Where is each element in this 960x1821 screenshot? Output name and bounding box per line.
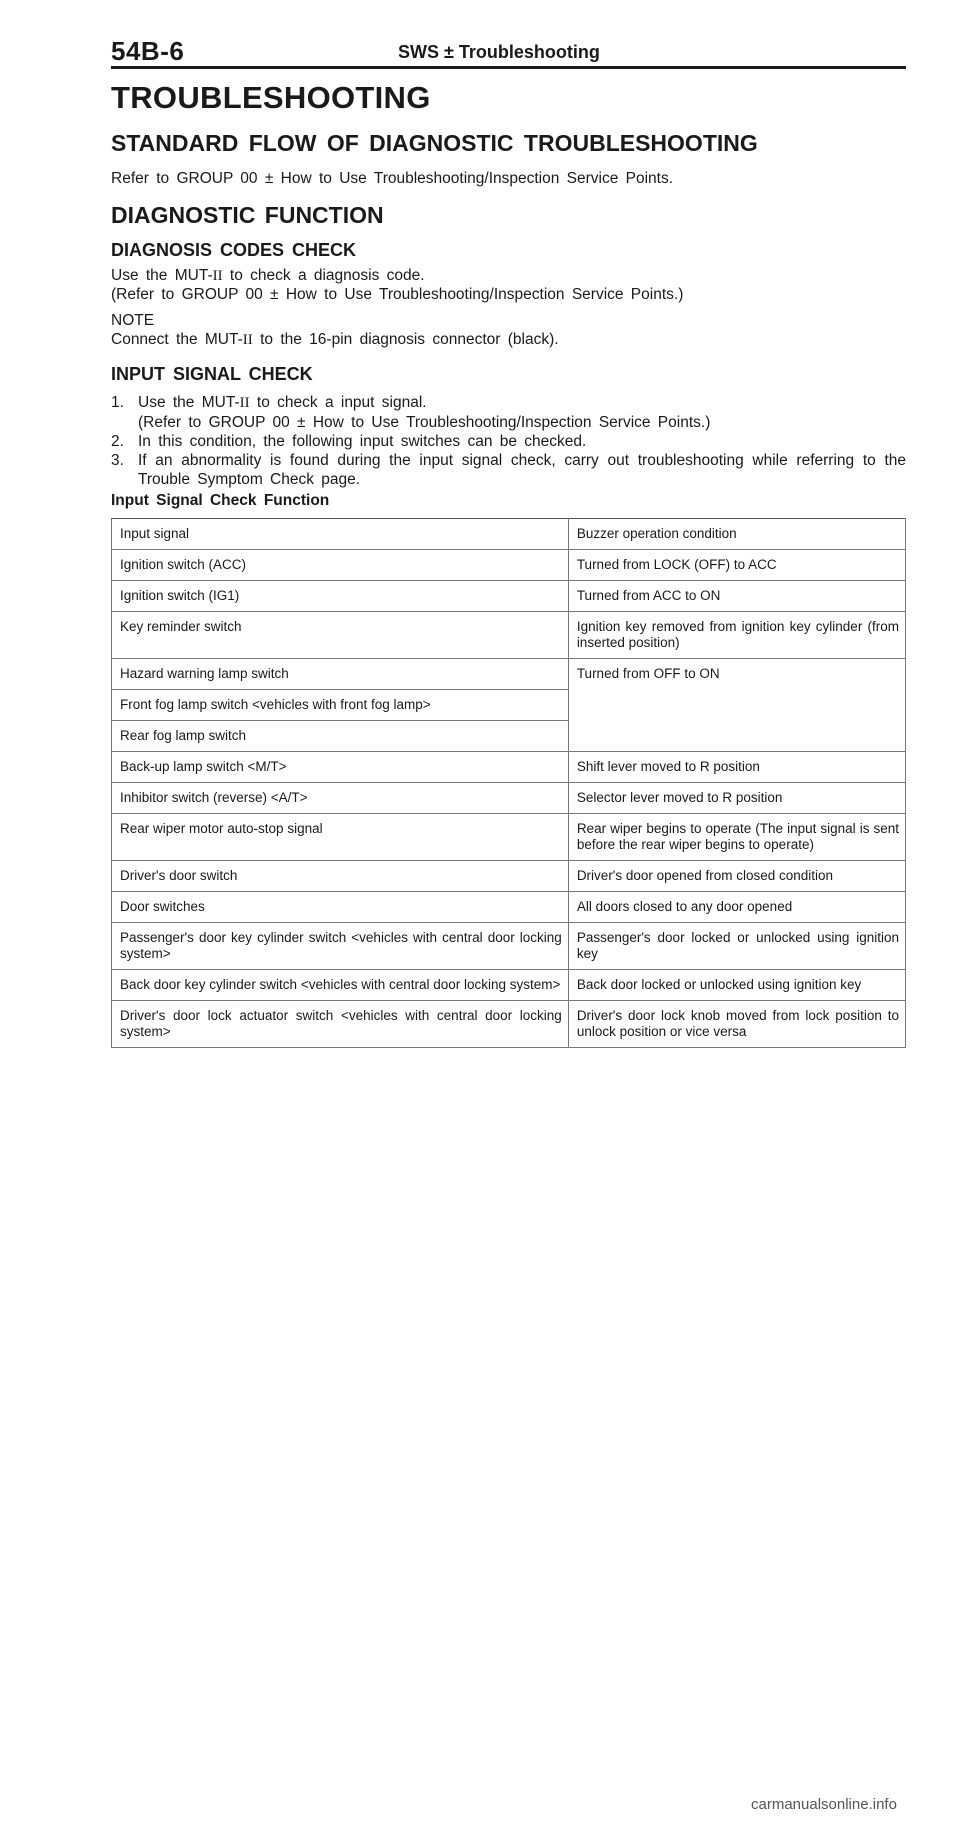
page-title: TROUBLESHOOTING (111, 80, 431, 115)
table-cell: Rear wiper begins to operate (The input signal is sent before the rear wiper begins to operate) (568, 814, 905, 861)
step-text-b: to check a input signal. (249, 394, 427, 411)
note-text-a: Connect the MUT- (111, 331, 243, 348)
codes-line-1 (111, 266, 425, 286)
running-title: SWS ± Troubleshooting (398, 42, 600, 62)
table-row (112, 659, 906, 690)
standard-flow-heading: STANDARD FLOW OF DIAGNOSTIC TROUBLESHOOTING (111, 130, 758, 156)
step-item (111, 451, 906, 489)
table-row (112, 970, 906, 1001)
page-number: 54B-6 (111, 36, 185, 66)
step-subtext: (Refer to GROUP 00 ± How to Use Troubleshooting/Inspection Service Points.) (138, 414, 711, 431)
table-cell: Shift lever moved to R position (568, 752, 905, 783)
table-cell: Driver's door switch (112, 861, 569, 892)
step-number: 2. (111, 433, 124, 450)
table-cell-merged: Turned from OFF to ON (568, 659, 905, 752)
header-rule (111, 66, 906, 69)
table-header-row (112, 519, 906, 550)
table-row (112, 814, 906, 861)
table-cell: Driver's door lock actuator switch <vehicles with central door locking system> (112, 1001, 569, 1048)
codes-line-1-b: to check a diagnosis code. (222, 267, 425, 284)
step-text (138, 393, 906, 413)
table-cell: All doors closed to any door opened (568, 892, 905, 923)
table-cell: Back-up lamp switch <M/T> (112, 752, 569, 783)
step-number: 3. (111, 452, 124, 469)
table-row (112, 612, 906, 659)
table-cell: Driver's door lock knob moved from lock position to unlock position or vice versa (568, 1001, 905, 1048)
table-cell: Selector lever moved to R position (568, 783, 905, 814)
step-item (111, 393, 906, 432)
note-text-ii: II (242, 332, 253, 348)
table-row (112, 550, 906, 581)
table-cell: Back door key cylinder switch <vehicles with central door locking system> (112, 970, 569, 1001)
note-label: NOTE (111, 312, 155, 329)
table-caption: Input Signal Check Function (111, 492, 330, 509)
table-row (112, 783, 906, 814)
diagnosis-codes-heading: DIAGNOSIS CODES CHECK (111, 240, 357, 260)
steps-list (111, 393, 906, 489)
table-row (112, 581, 906, 612)
table-row (112, 923, 906, 970)
step-item (111, 432, 906, 451)
table-cell: Front fog lamp switch <vehicles with front fog lamp> (112, 690, 569, 721)
step-text: In this condition, the following input switches can be checked. (138, 433, 587, 450)
table-cell: Key reminder switch (112, 612, 569, 659)
table-cell: Ignition switch (IG1) (112, 581, 569, 612)
codes-line-2: (Refer to GROUP 00 ± How to Use Troubleshooting/Inspection Service Points.) (111, 286, 684, 303)
step-number: 1. (111, 394, 124, 411)
codes-line-1-a: Use the MUT- (111, 267, 213, 284)
codes-line-1-ii: II (212, 268, 223, 284)
table-cell: Passenger's door key cylinder switch <vehicles with central door locking system> (112, 923, 569, 970)
table-cell: Rear fog lamp switch (112, 721, 569, 752)
table-cell: Ignition key removed from ignition key cylinder (from inserted position) (568, 612, 905, 659)
table-row (112, 752, 906, 783)
table-cell: Back door locked or unlocked using ignition key (568, 970, 905, 1001)
table-cell: Door switches (112, 892, 569, 923)
table-cell: Inhibitor switch (reverse) <A/T> (112, 783, 569, 814)
input-signal-table (111, 518, 906, 1048)
note-text-b: to the 16-pin diagnosis connector (black). (252, 331, 559, 348)
note-text (111, 330, 559, 350)
table-cell: Passenger's door locked or unlocked using ignition key (568, 923, 905, 970)
page-header (111, 36, 906, 66)
table-cell: Turned from LOCK (OFF) to ACC (568, 550, 905, 581)
standard-flow-text: Refer to GROUP 00 ± How to Use Troubleshooting/Inspection Service Points. (111, 170, 674, 187)
step-text-a: Use the MUT- (138, 394, 240, 411)
table-row (112, 1001, 906, 1048)
table-cell: Ignition switch (ACC) (112, 550, 569, 581)
table-cell: Driver's door opened from closed condition (568, 861, 905, 892)
table-cell: Hazard warning lamp switch (112, 659, 569, 690)
diagnostic-function-heading: DIAGNOSTIC FUNCTION (111, 202, 384, 228)
table-cell: Turned from ACC to ON (568, 581, 905, 612)
header-cell: Input signal (112, 519, 569, 550)
input-signal-heading: INPUT SIGNAL CHECK (111, 364, 313, 384)
header-cell: Buzzer operation condition (568, 519, 905, 550)
footer-watermark: carmanualsonline.info (751, 1796, 897, 1813)
step-text: If an abnormality is found during the input signal check, carry out troubleshooting while referring to the Trouble Symptom Check page. (138, 452, 906, 488)
table-cell: Rear wiper motor auto-stop signal (112, 814, 569, 861)
step-text-ii: II (239, 395, 250, 411)
table-row (112, 892, 906, 923)
table-row (112, 861, 906, 892)
